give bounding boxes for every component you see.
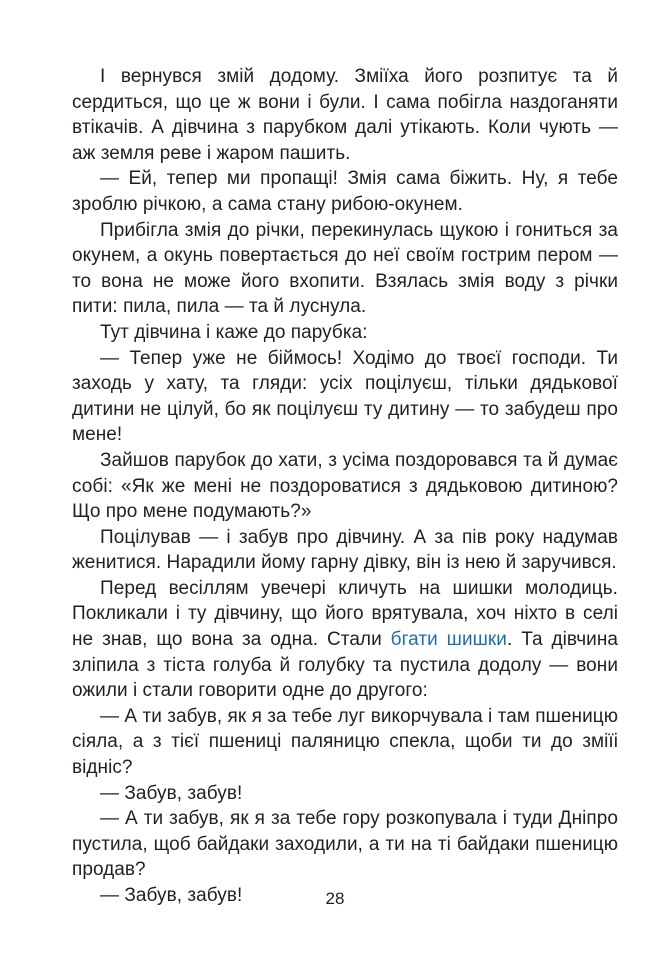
paragraph-4: Тут дівчина і каже до парубка: [100, 321, 368, 343]
paragraph-11: — А ти забув, як я за тебе гору розкопувала і туди Дніпро пустила, щоб байдаки заходили, а ти на ті байдаки пшеницю продав? [72, 808, 618, 881]
gloss-link[interactable]: бгати шишки [390, 629, 507, 651]
paragraph-5: — Тепер уже не біймось! Ходімо до твоєї господи. Ти заходь у хату, та гляди: усіх поцілуєш, тільки дядькової дитини не цілуй, бо як поцілуєш ту дитину — то забудеш про мене! [72, 347, 618, 446]
paragraph-10: — Забув, забув! [100, 782, 243, 804]
paragraph-9: — А ти забув, як я за тебе луг викорчувала і там пшеницю сіяла, а з тієї пшениці паляницю спекла, щоби ти до зміїі відніс? [72, 705, 618, 779]
paragraph-2: — Ей, тепер ми пропащі! Змія сама біжить. Ну, я тебе зроблю річкою, а сама стану рибою-окунем. [72, 168, 618, 215]
paragraph-8-text-after: . Та дівчина зліпила з тіста голуба й голубку та пустила додолу — вони ожили і стали говорити одне до другого: [72, 629, 618, 702]
paragraph-12: — Забув, забув! [100, 885, 243, 906]
paragraph-8 [72, 576, 618, 704]
paragraph-6: Зайшов парубок до хати, з усіма поздоровався та й думає собі: «Як же мені не поздороватися з дядьковою дитиною? Що про мене подумають?» [72, 449, 618, 523]
page-number: 28 [325, 889, 345, 908]
paragraph-1: І вернувся змій додому. Зміїха його розпитує та й сердиться, що це ж вони і були. І сама побігла наздоганяти втікачів. А дівчина з парубком далі утікають. Коли чують — аж земля реве і жаром пашить. [72, 66, 618, 164]
paragraph-3: Прибігла змія до річки, перекинулась щукою і гониться за окунем, а окунь повертається до неї своїм гострим пером — то вона не може його вхопити. Взялась змія воду з річки пити: пила, пила — та й луснула. [72, 219, 618, 318]
paragraph-8-text-before: Перед весіллям увечері кличуть на шишки молодиць. Покликали і ту дівчину, що його врятувала, хоч ніхто в селі не знав, що вона за одна. Стали [72, 577, 618, 651]
page-body [72, 64, 618, 904]
paragraph-7: Поцілував — і забув про дівчину. А за пів року надумав женитися. Нарадили йому гарну дівку, він із нею й заручився. [72, 526, 618, 574]
